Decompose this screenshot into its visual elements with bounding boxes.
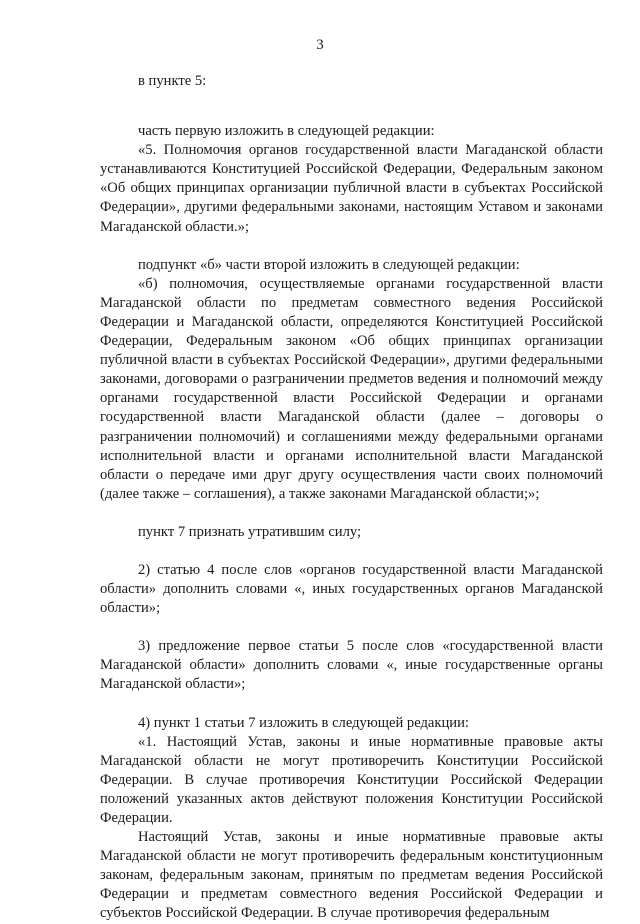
paragraph: часть первую изложить в следующей редакции: [138, 123, 435, 140]
spacer [100, 237, 603, 256]
paragraph: 4) пункт 1 статьи 7 изложить в следующей редакции: [138, 714, 469, 731]
paragraph: в пункте 5: [138, 73, 207, 89]
paragraph: «б) полномочия, осуществляемые органами государственной власти Магаданской области по предметам совместного ведения Российской Федерации и Магаданской области, определяются Конституцией Российской Федерации, Федеральным законом «Об общих принципах организации публичной власти в субъектах Российской Федерации», другими федеральными законами, договорами о разграничении предметов ведения и полномочий между органами государственной власти Российской Федерации и органами государственной власти Магаданской области (далее – договоры о разграничении полномочий) и соглашениями между федеральными органами исполнительной власти и органами исполнительной власти Магаданской области о передаче ими друг другу осуществления части своих полномочий (далее также – соглашения), а также законами Магаданской области;»; [100, 275, 603, 502]
paragraph: 3) предложение первое статьи 5 после слов «государственной власти Магаданской области» дополнить словами «, иные государственные органы Магаданской области»; [100, 638, 603, 693]
paragraph: подпункт «б» части второй изложить в следующей редакции: [138, 256, 520, 273]
paragraph: 2) статью 4 после слов «органов государственной власти Магаданской области» дополнить словами «, иных государственных органов Магаданской области»; [100, 561, 603, 617]
paragraph: «1. Настоящий Устав, законы и иные нормативные правовые акты Магаданской области не могут противоречить Конституции Российской Федерации. В случае противоречия Конституции Российской Федерации положений указанных актов действуют положения Конституции Российской Федерации. [100, 733, 603, 826]
paragraph: пункт 7 признать утратившим силу; [138, 523, 362, 540]
document-body [100, 72, 603, 924]
spacer [100, 695, 603, 714]
paragraph: Настоящий Устав, законы и иные нормативные правовые акты Магаданской области не могут противоречить федеральным конституционным законам, федеральным законам, принятым по предметам ведения Российской Федерации и предметам совместного ведения Российской Федерации и субъектов Российской Федерации. В случае противоречия федеральным [100, 829, 603, 922]
spacer [100, 618, 603, 637]
spacer [100, 542, 603, 561]
spacer [100, 504, 603, 523]
paragraph: «5. Полномочия органов государственной власти Магаданской области устанавливаются Конституцией Российской Федерации, Федеральным законом «Об общих принципах организации публичной власти в субъектах Российской Федерации», другими федеральными законами, настоящим Уставом и законами Магаданской области.»; [100, 142, 603, 235]
spacer [100, 91, 603, 122]
page-number: 3 [316, 37, 324, 53]
